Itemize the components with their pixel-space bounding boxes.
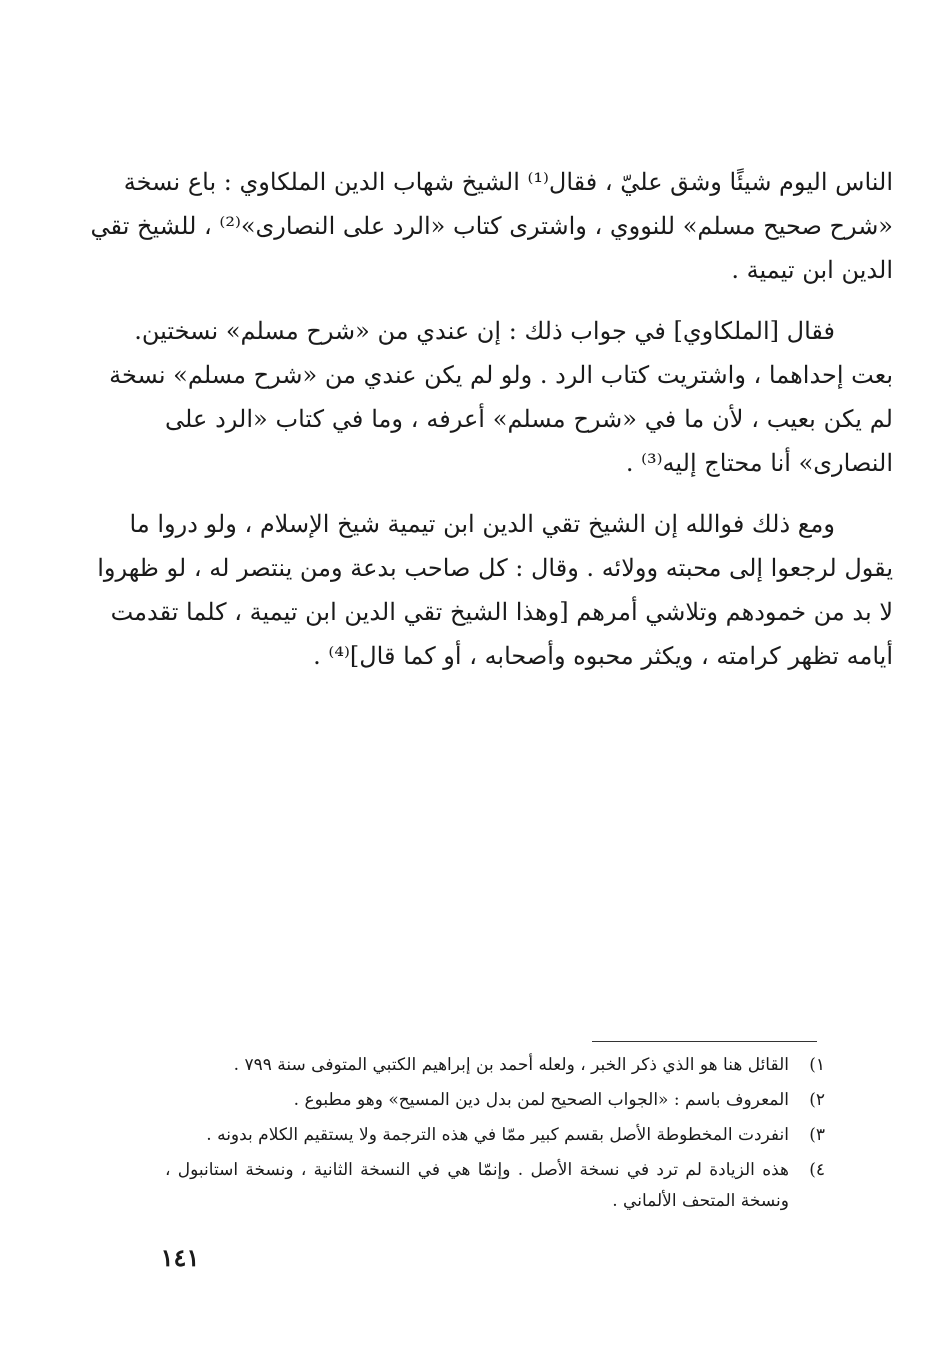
footnote-separator — [592, 1041, 817, 1042]
text-line: الناس اليوم شيئًا وشق عليّ ، فقال⁽¹⁾ الشيخ شهاب الدين الملكاوي : باع نسخة — [123, 168, 893, 196]
text-line: النصارى» أنا محتاج إليه⁽³⁾ . — [625, 449, 893, 477]
text-line: أيامه تظهر كرامته ، ويكثر محبوه وأصحابه ، أو كما قال]⁽⁴⁾ . — [313, 642, 893, 670]
text-line: بعت إحداهما ، واشتريت كتاب الرد . ولو لم يكن عندي من «شرح مسلم» نسخة — [109, 361, 893, 389]
footnote-number: ٤) — [809, 1160, 825, 1180]
footnote — [165, 1050, 825, 1081]
footnote-text: القائل هنا هو الذي ذكر الخبر ، ولعله أحمد بن إبراهيم الكتبي المتوفى سنة ٧٩٩ . — [233, 1055, 789, 1075]
footnotes — [165, 1050, 825, 1221]
text-line: الدين ابن تيمية . — [731, 256, 893, 284]
text-line: لم يكن بعيب ، لأن ما في «شرح مسلم» أعرفه ، وما في كتاب «الرد على — [165, 405, 893, 433]
paragraph-1 — [90, 160, 893, 292]
footnote — [165, 1120, 825, 1151]
footnote-text: انفردت المخطوطة الأصل بقسم كبير ممّا في هذه الترجمة ولا يستقيم الكلام بدونه . — [206, 1125, 789, 1145]
page-number: ١٤١ — [160, 1243, 200, 1272]
text-line: فقال [الملكاوي] في جواب ذلك : إن عندي من «شرح مسلم» نسختين. — [134, 317, 835, 345]
text-line: لا بد من خمودهم وتلاشي أمرهم [وهذا الشيخ تقي الدين ابن تيمية ، كلما تقدمت — [110, 598, 893, 626]
text-line: «شرح صحيح مسلم» للنووي ، واشترى كتاب «الرد على النصارى»⁽²⁾ ، للشيخ تقي — [90, 212, 893, 240]
footnote-number: ٢) — [809, 1090, 825, 1110]
text-line: يقول لرجعوا إلى محبته وولائه . وقال : كل صاحب بدعة ومن ينتصر له ، لو ظهروا — [97, 554, 893, 582]
footnote-text: هذه الزيادة لم ترد في نسخة الأصل . وإنمّا هي في النسخة الثانية ، ونسخة استانبول ، ونسخة المتحف الألماني . — [165, 1160, 789, 1211]
footnote — [165, 1155, 825, 1217]
main-text — [90, 160, 893, 695]
footnote-text: المعروف باسم : «الجواب الصحيح لمن بدل دين المسيح» وهو مطبوع . — [293, 1090, 789, 1110]
footnote-number: ١) — [809, 1055, 825, 1075]
footnote — [165, 1085, 825, 1116]
paragraph-3 — [97, 502, 893, 678]
paragraph-2 — [109, 309, 893, 485]
text-line: ومع ذلك فوالله إن الشيخ تقي الدين ابن تيمية شيخ الإسلام ، ولو دروا ما — [129, 510, 835, 538]
footnote-number: ٣) — [809, 1125, 825, 1145]
